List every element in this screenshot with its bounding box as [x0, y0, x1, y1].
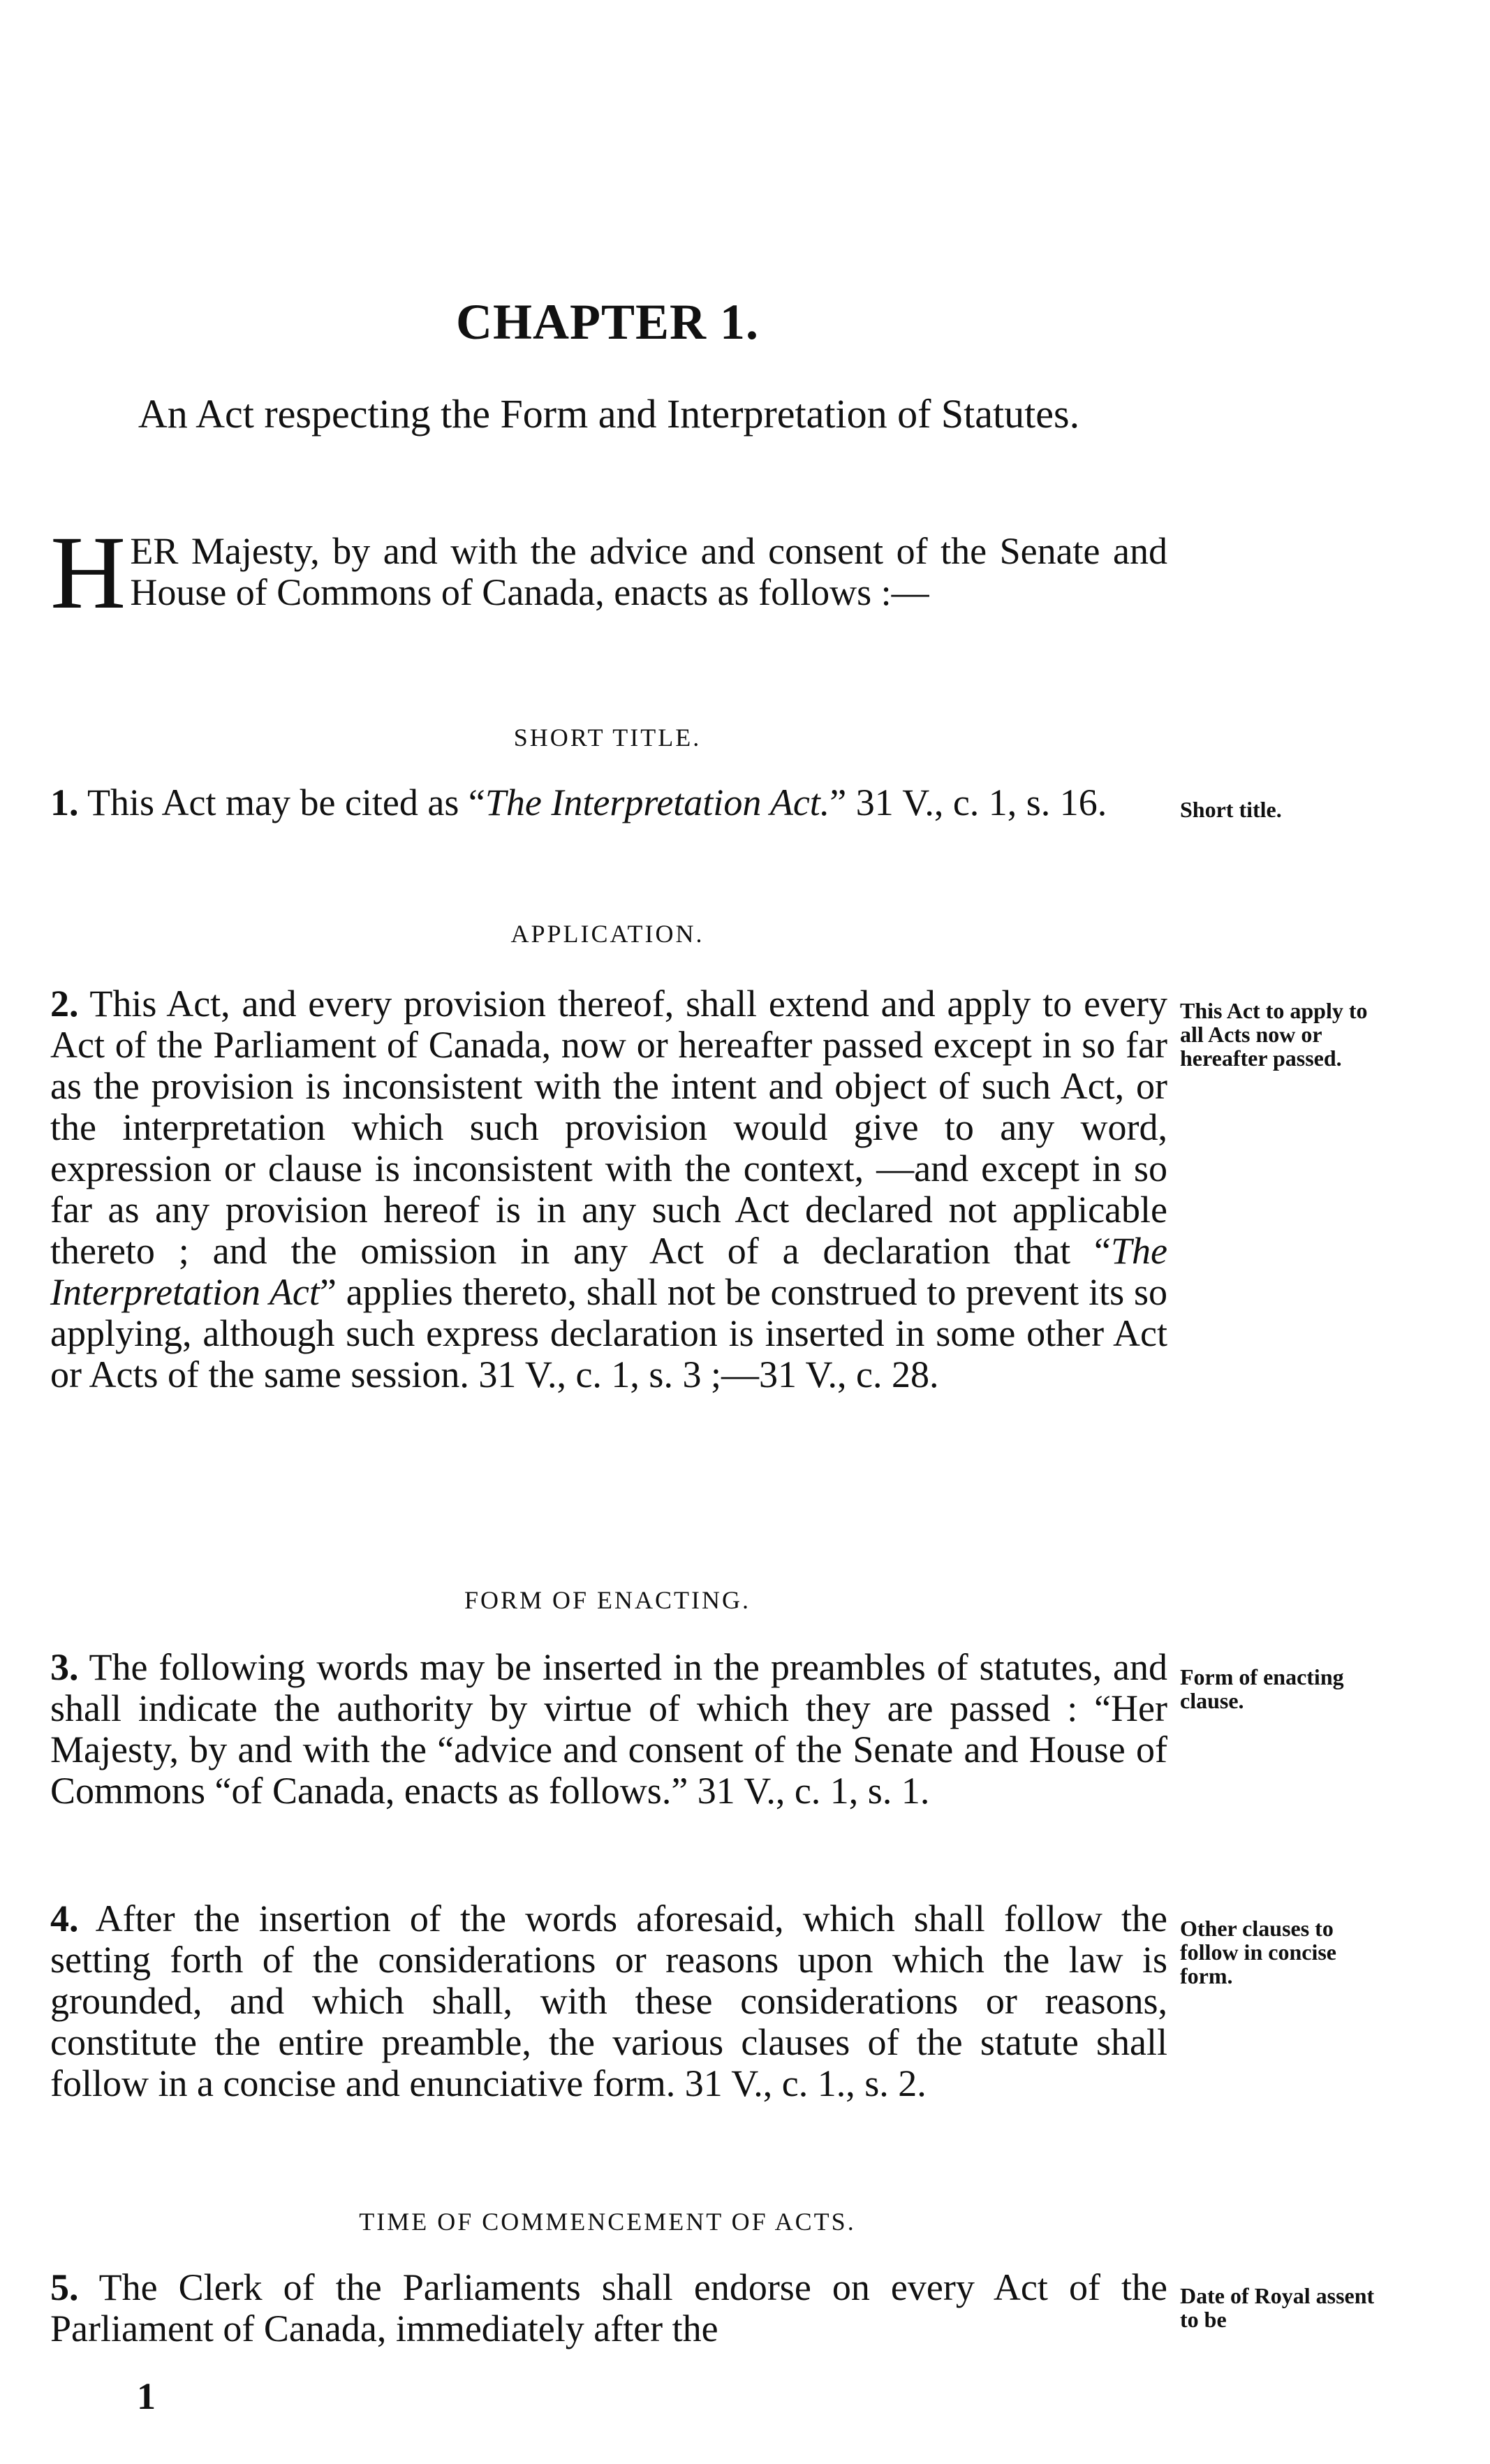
enacting-preamble — [50, 515, 1167, 631]
section-number: 3. — [50, 1646, 79, 1688]
heading-form-of-enacting: FORM OF ENACTING. — [464, 1586, 751, 1614]
section-2 — [50, 983, 1167, 1395]
section-italic-title: The Interpretation Act. — [485, 782, 830, 823]
marginal-note-2: This Act to apply to all Acts now or hereafter passed. — [1180, 998, 1368, 1071]
heading-short-title: SHORT TITLE. — [513, 724, 702, 751]
marginal-note-3: Form of enacting clause. — [1180, 1664, 1344, 1713]
marginal-note-1: Short title. — [1180, 797, 1282, 822]
section-text: The following words may be inserted in the preambles of statutes, and shall indicate the authority by virtue of which they are passed : “Her Majesty, by and with the “advice and consent of the Senate and House of Commons “of Canada, enacts as follows.” 31 V., c. 1, s. 1. — [50, 1646, 1167, 1812]
section-number: 5. — [50, 2266, 79, 2308]
heading-commencement: TIME OF COMMENCEMENT OF ACTS. — [359, 2208, 856, 2236]
section-number: 2. — [50, 983, 79, 1025]
section-number: 1. — [50, 782, 79, 823]
section-3 — [50, 1647, 1167, 1812]
section-text: ” applies thereto, shall not be construed to prevent its so applying, although such express declaration is inserted in some other Act or Acts of the same session. 31 V., c. 1, s. 3 ;—31 V., c. 28. — [50, 1271, 1168, 1395]
marginal-note-4: Other clauses to follow in concise form. — [1180, 1916, 1336, 1988]
section-5 — [50, 2267, 1167, 2349]
marginal-note-5: Date of Royal assent to be — [1180, 2283, 1375, 2332]
chapter-heading: CHAPTER 1. — [455, 294, 760, 350]
section-4 — [50, 1898, 1167, 2104]
section-text: After the insertion of the words aforesaid, which shall follow the setting forth of the considerations or reasons upon which the law is grounded, and which shall, with these considerations or reasons, constitute the entire preamble, the various clauses of the statute shall follow in a concise and enunciative form. 31 V., c. 1., s. 2. — [50, 1898, 1167, 2104]
section-number: 4. — [50, 1898, 79, 1939]
section-italic-title: The Interpretation Act — [50, 1230, 1167, 1313]
heading-application: APPLICATION. — [510, 920, 705, 948]
section-text: ” 31 V., c. 1, s. 16. — [829, 782, 1107, 823]
preamble-text: ER Majesty, by and with the advice and consent of the Senate and House of Commons of Canada, enacts as follows :— — [130, 530, 1167, 613]
signature-mark: 1 — [137, 2375, 156, 2417]
act-title: An Act respecting the Form and Interpretation of Statutes. — [138, 391, 1080, 437]
section-1 — [50, 782, 1167, 823]
section-text: This Act may be cited as “ — [87, 782, 485, 823]
section-text: The Clerk of the Parliaments shall endorse on every Act of the Parliament of Canada, immediately after the — [50, 2266, 1167, 2349]
drop-cap: H — [50, 515, 126, 631]
section-text: This Act, and every provision thereof, shall extend and apply to every Act of the Parliament of Canada, now or hereafter passed except in so far as the provision is inconsistent with the intent and object of such Act, or the interpretation which such provision would give to any word, expression or clause is inconsistent with the context, —and except in so far as any provision hereof is in any such Act declared not applicable thereto ; and the omission in any Act of a declaration that “ — [50, 983, 1167, 1272]
